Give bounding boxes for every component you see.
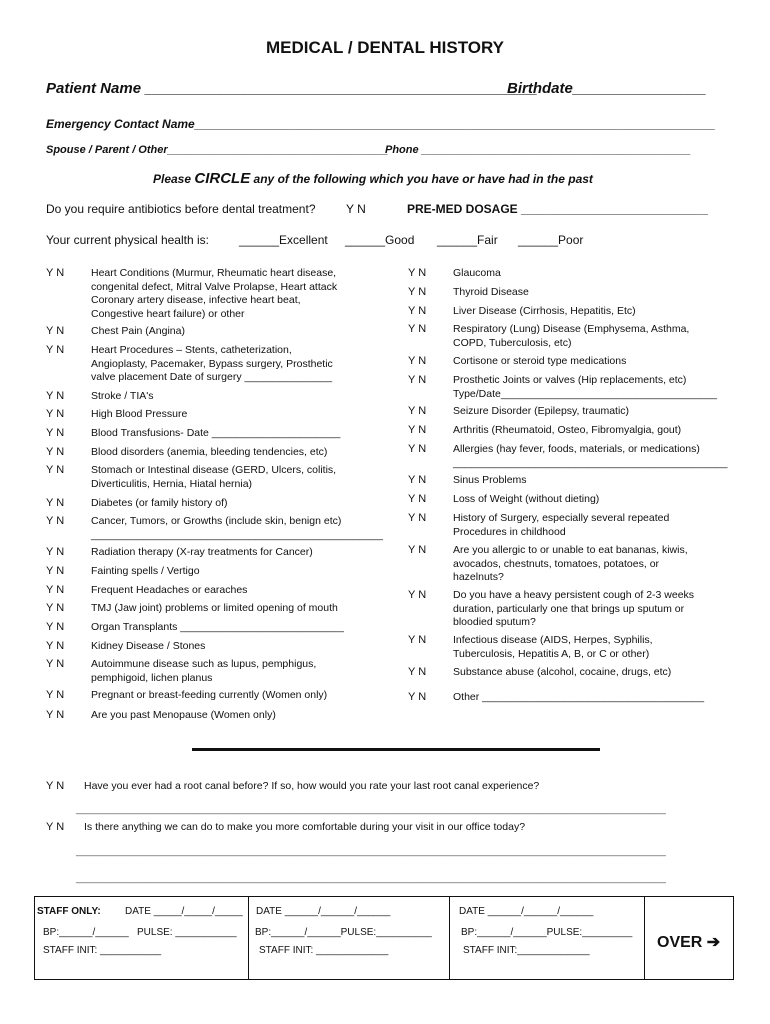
- left-condition-line: Cancer, Tumors, or Growths (include skin, benign etc): [91, 515, 342, 527]
- left-yn[interactable]: Y N: [46, 515, 65, 527]
- right-condition-line: Respiratory (Lung) Disease (Emphysema, Asthma,: [453, 323, 690, 335]
- right-condition: [453, 267, 501, 281]
- right-condition-line: _______________________________________________: [453, 456, 728, 469]
- left-condition: [91, 390, 154, 404]
- staff-bp-pulse-3[interactable]: BP:______/______PULSE:_________: [461, 927, 633, 938]
- right-yn[interactable]: Y N: [408, 589, 427, 601]
- right-condition-line: Loss of Weight (without dieting): [453, 493, 600, 505]
- left-condition-line: Radiation therapy (X-ray treatments for Cancer): [91, 546, 313, 558]
- right-condition: [453, 424, 681, 438]
- over-indicator: OVER ➔: [657, 934, 721, 951]
- right-condition-line: Thyroid Disease: [453, 286, 529, 298]
- root-canal-question: Have you ever had a root canal before? If so, how would you rate your last root canal experience?: [84, 780, 540, 792]
- left-yn[interactable]: Y N: [46, 267, 65, 279]
- right-yn[interactable]: Y N: [408, 424, 427, 436]
- right-yn[interactable]: Y N: [408, 634, 427, 646]
- left-condition-line: Autoimmune disease such as lupus, pemphigus,: [91, 658, 317, 670]
- left-condition-line: High Blood Pressure: [91, 408, 188, 420]
- right-condition: [453, 634, 653, 661]
- comfort-answer-line-2[interactable]: _____________________________________________________________________________________________________: [76, 872, 666, 884]
- right-yn[interactable]: Y N: [408, 374, 427, 386]
- left-condition: [91, 408, 187, 422]
- right-condition-line: Are you allergic to or unable to eat bananas, kiwis,: [453, 544, 688, 556]
- health-good[interactable]: ______Good: [345, 233, 415, 247]
- left-condition-line: Stroke / TIA's: [91, 390, 154, 402]
- staff-date-3[interactable]: DATE ______/______/______: [459, 906, 594, 917]
- right-yn[interactable]: Y N: [408, 267, 427, 279]
- right-yn[interactable]: Y N: [408, 443, 427, 455]
- right-condition-line: Allergies (hay fever, foods, materials, or medications): [453, 443, 700, 455]
- left-condition-line: pemphigoid, lichen planus: [91, 671, 213, 684]
- right-yn[interactable]: Y N: [408, 666, 427, 678]
- right-condition: [453, 691, 704, 705]
- right-yn[interactable]: Y N: [408, 493, 427, 505]
- staff-divider-1: [248, 897, 249, 979]
- left-condition-line: Blood Transfusions- Date ______________________: [91, 427, 341, 439]
- left-condition: [91, 446, 327, 460]
- left-condition-line: valve placement Date of surgery _______________: [91, 371, 333, 383]
- comfort-question: Is there anything we can do to make you more comfortable during your visit in our office today?: [84, 821, 526, 833]
- right-condition-line: Prosthetic Joints or valves (Hip replacements, etc): [453, 374, 687, 386]
- left-yn[interactable]: Y N: [46, 640, 65, 652]
- right-yn[interactable]: Y N: [408, 512, 427, 524]
- left-condition: [91, 689, 327, 703]
- left-condition: [91, 640, 205, 654]
- left-condition: [91, 584, 247, 598]
- instruction-text: [153, 170, 593, 187]
- right-condition: [453, 589, 694, 630]
- left-condition: [91, 464, 336, 491]
- health-label: Your current physical health is:: [46, 233, 209, 247]
- staff-divider-3: [644, 897, 645, 979]
- left-condition: [91, 267, 337, 321]
- right-yn[interactable]: Y N: [408, 405, 427, 417]
- health-fair[interactable]: ______Fair: [437, 233, 498, 247]
- health-poor[interactable]: ______Poor: [518, 233, 584, 247]
- left-condition-line: congenital defect, Mitral Valve Prolapse, Heart attack: [91, 280, 338, 293]
- right-condition-line: Procedures in childhood: [453, 525, 566, 538]
- right-condition-line: Substance abuse (alcohol, cocaine, drugs, etc): [453, 666, 672, 678]
- left-yn[interactable]: Y N: [46, 709, 65, 721]
- right-yn[interactable]: Y N: [408, 355, 427, 367]
- left-condition-line: Frequent Headaches or earaches: [91, 584, 248, 596]
- left-condition-line: Angioplasty, Pacemaker, Bypass surgery, Prosthetic: [91, 357, 333, 370]
- right-condition-line: bloodied sputum?: [453, 616, 536, 628]
- right-condition: [453, 474, 527, 488]
- staff-date-2[interactable]: DATE ______/______/______: [256, 906, 391, 917]
- staff-date-1[interactable]: DATE _____/_____/_____: [125, 906, 243, 917]
- left-condition-line: Blood disorders (anemia, bleeding tendencies, etc): [91, 446, 328, 458]
- section-divider: [192, 748, 600, 751]
- right-yn[interactable]: Y N: [408, 544, 427, 556]
- right-yn[interactable]: Y N: [408, 286, 427, 298]
- left-condition-line: Are you past Menopause (Women only): [91, 709, 276, 721]
- comfort-answer-line-1[interactable]: _____________________________________________________________________________________________________: [76, 845, 666, 857]
- left-yn[interactable]: Y N: [46, 408, 65, 420]
- right-condition: [453, 355, 626, 369]
- antibiotics-yn[interactable]: Y N: [346, 202, 366, 216]
- staff-only-label: STAFF ONLY:: [37, 906, 101, 917]
- right-yn[interactable]: Y N: [408, 323, 427, 335]
- left-condition: [91, 427, 340, 441]
- right-condition-line: Cortisone or steroid type medications: [453, 355, 627, 367]
- left-yn[interactable]: Y N: [46, 689, 65, 701]
- left-condition-line: Fainting spells / Vertigo: [91, 565, 200, 577]
- left-condition: [91, 709, 276, 723]
- left-yn[interactable]: Y N: [46, 621, 65, 633]
- right-condition: [453, 443, 727, 470]
- spouse-field[interactable]: Spouse / Parent / Other____________________________________: [46, 144, 388, 156]
- root-canal-yn[interactable]: Y N: [46, 780, 65, 792]
- staff-init-3[interactable]: STAFF INIT:_____________: [463, 945, 590, 956]
- left-condition-line: Congestive heart failure) or other: [91, 307, 245, 320]
- right-condition-line: Arthritis (Rheumatoid, Osteo, Fibromyalgia, gout): [453, 424, 682, 436]
- left-yn[interactable]: Y N: [46, 446, 65, 458]
- left-condition-line: Chest Pain (Angina): [91, 325, 185, 337]
- left-condition-line: Organ Transplants ____________________________: [91, 621, 344, 633]
- right-condition: [453, 493, 599, 507]
- staff-init-1[interactable]: STAFF INIT: ___________: [43, 945, 162, 956]
- left-condition: [91, 344, 333, 385]
- right-condition-line: COPD, Tuberculosis, etc): [453, 336, 572, 349]
- right-condition: [453, 286, 529, 300]
- left-condition: [91, 565, 200, 579]
- instruction-circle-word: CIRCLE: [194, 170, 251, 187]
- emergency-contact-field[interactable]: Emergency Contact Name______________________________________________________________________________: [46, 117, 716, 131]
- right-condition: [453, 512, 669, 539]
- right-yn[interactable]: Y N: [408, 305, 427, 317]
- right-condition-line: hazelnuts?: [453, 571, 504, 583]
- right-condition-line: Liver Disease (Cirrhosis, Hepatitis, Etc): [453, 305, 636, 317]
- left-yn[interactable]: Y N: [46, 325, 65, 337]
- left-condition-line: Pregnant or breast-feeding currently (Women only): [91, 689, 328, 701]
- page-title: MEDICAL / DENTAL HISTORY: [265, 38, 505, 57]
- left-yn[interactable]: Y N: [46, 584, 65, 596]
- right-condition-line: Sinus Problems: [453, 474, 527, 486]
- left-yn[interactable]: Y N: [46, 390, 65, 402]
- right-condition: [453, 544, 688, 585]
- left-condition: [91, 546, 313, 560]
- right-yn[interactable]: Y N: [408, 691, 427, 703]
- right-condition-line: Seizure Disorder (Epilepsy, traumatic): [453, 405, 630, 417]
- right-condition: [453, 305, 636, 319]
- left-condition-line: Stomach or Intestinal disease (GERD, Ulcers, colitis,: [91, 464, 337, 476]
- left-condition: [91, 621, 344, 635]
- staff-bp-1[interactable]: BP:______/______: [43, 927, 129, 938]
- left-yn[interactable]: Y N: [46, 658, 65, 670]
- left-yn[interactable]: Y N: [46, 546, 65, 558]
- left-condition-line: Kidney Disease / Stones: [91, 640, 206, 652]
- instruction-pre: Please: [153, 172, 195, 186]
- health-excellent[interactable]: ______Excellent: [239, 233, 328, 247]
- right-condition-line: Infectious disease (AIDS, Herpes, Syphilis,: [453, 634, 653, 646]
- instruction-post: any of the following which you have or have had in the past: [250, 172, 593, 186]
- staff-only-box: [34, 896, 734, 980]
- left-condition: [91, 515, 383, 542]
- right-condition: [453, 374, 717, 401]
- left-condition-line: Heart Procedures – Stents, catheterization,: [91, 344, 292, 356]
- left-condition: [91, 658, 316, 685]
- antibiotics-question: Do you require antibiotics before dental treatment?: [46, 202, 316, 216]
- left-condition-line: Coronary artery disease, infective heart beat,: [91, 294, 301, 306]
- right-condition-line: duration, particularly one that brings up sputum or: [453, 602, 685, 615]
- right-condition: [453, 405, 629, 419]
- root-canal-answer-line[interactable]: _____________________________________________________________________________________________________: [76, 803, 666, 815]
- right-condition-line: avocados, chestnuts, tomatoes, potatoes, or: [453, 557, 660, 570]
- left-condition-line: Heart Conditions (Murmur, Rheumatic heart disease,: [91, 267, 337, 279]
- left-yn[interactable]: Y N: [46, 565, 65, 577]
- left-yn[interactable]: Y N: [46, 427, 65, 439]
- left-yn[interactable]: Y N: [46, 344, 65, 356]
- left-condition-line: Diverticulitis, Hernia, Hiatal hernia): [91, 477, 253, 490]
- right-condition-line: Do you have a heavy persistent cough of 2-3 weeks: [453, 589, 695, 601]
- patient-name-field[interactable]: Patient Name _______________________________________________: [46, 80, 538, 97]
- left-yn[interactable]: Y N: [46, 464, 65, 476]
- birthdate-field[interactable]: Birthdate________________: [507, 80, 707, 97]
- left-condition: [91, 602, 338, 616]
- staff-bp-pulse-2[interactable]: BP:______/______PULSE:__________: [255, 927, 432, 938]
- right-condition-line: Tuberculosis, Hepatitis A, B, or C or other): [453, 647, 650, 660]
- premed-dosage-field[interactable]: PRE-MED DOSAGE ____________________________: [407, 202, 708, 216]
- left-condition: [91, 325, 185, 339]
- comfort-yn[interactable]: Y N: [46, 821, 65, 833]
- phone-field[interactable]: Phone ____________________________________________: [385, 144, 691, 156]
- left-condition-line: Diabetes (or family history of): [91, 497, 228, 509]
- right-condition-line: History of Surgery, especially several repeated: [453, 512, 670, 524]
- right-condition-line: Other ______________________________________: [453, 691, 705, 703]
- right-yn[interactable]: Y N: [408, 474, 427, 486]
- right-condition-line: Type/Date_____________________________________: [453, 387, 717, 400]
- staff-pulse-1[interactable]: PULSE: ___________: [137, 927, 237, 938]
- left-condition-line: __________________________________________________: [91, 528, 383, 541]
- right-condition: [453, 666, 671, 680]
- left-condition-line: TMJ (Jaw joint) problems or limited opening of mouth: [91, 602, 338, 614]
- left-yn[interactable]: Y N: [46, 602, 65, 614]
- staff-init-2[interactable]: STAFF INIT: _____________: [259, 945, 389, 956]
- left-yn[interactable]: Y N: [46, 497, 65, 509]
- left-condition: [91, 497, 228, 511]
- right-condition: [453, 323, 689, 350]
- staff-divider-2: [449, 897, 450, 979]
- right-condition-line: Glaucoma: [453, 267, 501, 279]
